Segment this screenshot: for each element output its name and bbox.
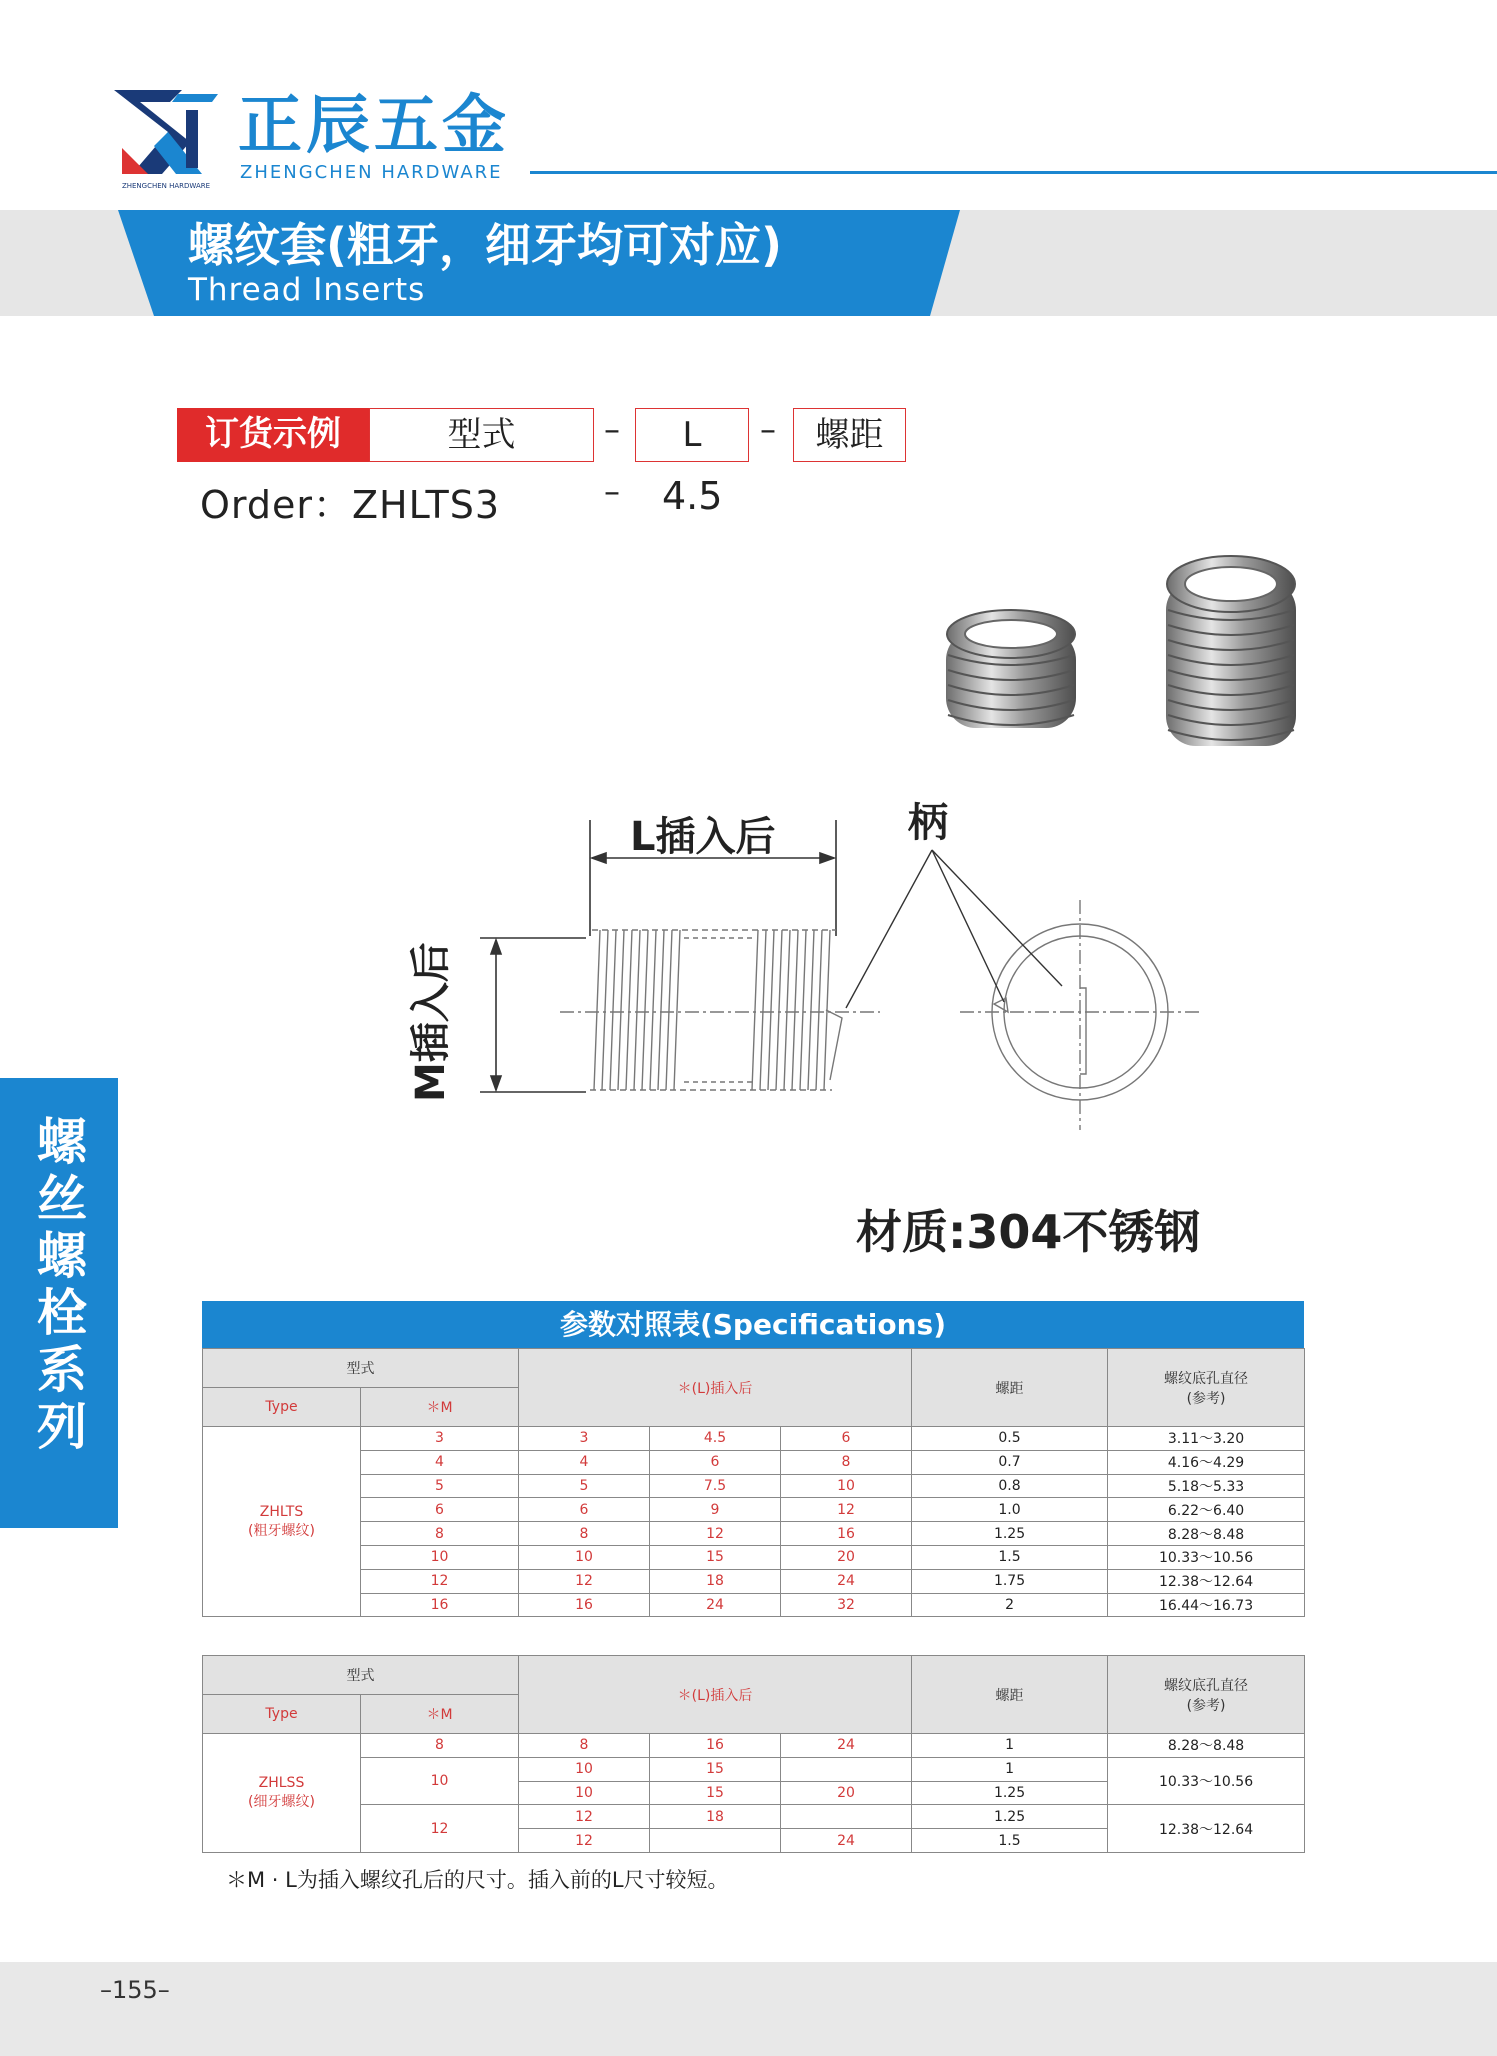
short-insert-image: [946, 610, 1076, 728]
cell-l2: 15: [650, 1757, 781, 1781]
cell-dia: 10.33～10.56: [1108, 1757, 1305, 1805]
cell-dia: 16.44～16.73: [1108, 1593, 1305, 1617]
cell-l3: 16: [781, 1522, 912, 1546]
footnote: ＊M · L为插入螺纹孔后的尺寸。插入前的L尺寸较短。: [226, 1868, 729, 1892]
cell-l1: 4: [519, 1450, 650, 1474]
cell-l1: 16: [519, 1593, 650, 1617]
header-l-after: ＊(L)插入后: [519, 1349, 912, 1427]
cell-l2: 24: [650, 1593, 781, 1617]
order-field-type: 型式: [369, 408, 594, 462]
cell-m: 10: [361, 1757, 519, 1805]
technical-drawing: [380, 790, 1220, 1140]
company-logo: [112, 88, 220, 192]
order-dash: –: [604, 410, 620, 448]
cell-m: 5: [361, 1474, 519, 1498]
table-row: [203, 1569, 1305, 1593]
cell-pitch: 1.5: [912, 1829, 1108, 1853]
cell-l1: 12: [519, 1569, 650, 1593]
page-number: –155–: [100, 1976, 170, 2004]
order-example-text: Order：ZHLTS3: [200, 483, 501, 527]
header-l-after: ＊(L)插入后: [519, 1656, 912, 1734]
spec-table-fine: [202, 1655, 1305, 1853]
header-type: Type: [203, 1695, 361, 1734]
logo-small-text: ZHENGCHEN HARDWARE: [121, 182, 211, 190]
long-insert-image: [1166, 556, 1296, 746]
label-m-after-insert: M插入后: [408, 942, 454, 1102]
cell-dia: 6.22～6.40: [1108, 1498, 1305, 1522]
cell-l3: [781, 1757, 912, 1781]
order-field-pitch: 螺距: [793, 408, 906, 462]
cell-m: 12: [361, 1569, 519, 1593]
cell-l2: 15: [650, 1781, 781, 1805]
table-row: [203, 1474, 1305, 1498]
cell-l3: 24: [781, 1829, 912, 1853]
spec-table-title: 参数对照表(Specifications): [202, 1301, 1304, 1348]
side-category-text: 螺丝螺栓系列: [37, 1113, 87, 1456]
cell-l2: 9: [650, 1498, 781, 1522]
cell-m: 10: [361, 1545, 519, 1569]
table-row: [203, 1545, 1305, 1569]
cell-dia: 12.38～12.64: [1108, 1805, 1305, 1853]
header-pitch: 螺距: [912, 1656, 1108, 1734]
cell-pitch: 1.25: [912, 1522, 1108, 1546]
cell-l2: [650, 1829, 781, 1853]
cell-dia: 8.28～8.48: [1108, 1522, 1305, 1546]
cell-l1: 12: [519, 1829, 650, 1853]
cell-l2: 18: [650, 1569, 781, 1593]
cell-dia: 12.38～12.64: [1108, 1569, 1305, 1593]
order-dash: –: [604, 472, 620, 510]
cell-pitch: 0.5: [912, 1427, 1108, 1451]
cell-l2: 7.5: [650, 1474, 781, 1498]
brand-name-cn: 正辰五金: [238, 89, 510, 163]
cell-pitch: 2: [912, 1593, 1108, 1617]
cell-l2: 4.5: [650, 1427, 781, 1451]
cell-pitch: 1.25: [912, 1805, 1108, 1829]
cell-l3: 12: [781, 1498, 912, 1522]
header-type-group: 型式: [203, 1349, 519, 1388]
cell-pitch: 0.8: [912, 1474, 1108, 1498]
cell-dia: 5.18～5.33: [1108, 1474, 1305, 1498]
table-row: [203, 1757, 1305, 1781]
page-title-en: Thread Inserts: [188, 272, 426, 308]
cell-l1: 10: [519, 1545, 650, 1569]
header-m: ＊M: [361, 1695, 519, 1734]
cell-l3: 32: [781, 1593, 912, 1617]
cell-m: 8: [361, 1734, 519, 1758]
material-label: 材质:304不锈钢: [856, 1205, 1201, 1259]
cell-dia: 10.33～10.56: [1108, 1545, 1305, 1569]
cell-m: 16: [361, 1593, 519, 1617]
cell-l2: 6: [650, 1450, 781, 1474]
table-row: [203, 1805, 1305, 1829]
footer-band: [0, 1962, 1497, 2056]
cell-l1: 3: [519, 1427, 650, 1451]
cell-m: 3: [361, 1427, 519, 1451]
table-row: [203, 1450, 1305, 1474]
header-type: Type: [203, 1388, 361, 1427]
cell-dia: 4.16～4.29: [1108, 1450, 1305, 1474]
cell-l2: 12: [650, 1522, 781, 1546]
header-type-group: 型式: [203, 1656, 519, 1695]
brand-name-en: ZHENGCHEN HARDWARE: [240, 162, 503, 183]
order-example-value: 4.5: [662, 474, 723, 518]
type-cell: ZHLTS (粗牙螺纹): [203, 1427, 361, 1617]
cell-l1: 5: [519, 1474, 650, 1498]
order-field-l: L: [635, 408, 749, 462]
label-l-after-insert: L插入后: [630, 814, 776, 860]
order-dash: –: [760, 410, 776, 448]
cell-l1: 8: [519, 1522, 650, 1546]
table-row: [203, 1734, 1305, 1758]
label-tang: 柄: [908, 800, 948, 846]
cell-m: 6: [361, 1498, 519, 1522]
cell-l2: 15: [650, 1545, 781, 1569]
cell-l3: 6: [781, 1427, 912, 1451]
cell-l3: [781, 1805, 912, 1829]
page-title-cn: 螺纹套(粗牙，细牙均可对应): [188, 218, 783, 272]
cell-l1: 8: [519, 1734, 650, 1758]
cell-pitch: 1: [912, 1757, 1108, 1781]
cell-l3: 10: [781, 1474, 912, 1498]
cell-l1: 10: [519, 1757, 650, 1781]
header-hole-dia: 螺纹底孔直径 (参考): [1108, 1656, 1305, 1734]
header-divider: [530, 171, 1497, 174]
cell-m: 12: [361, 1805, 519, 1853]
cell-l3: 20: [781, 1545, 912, 1569]
cell-l1: 10: [519, 1781, 650, 1805]
cell-l3: 24: [781, 1569, 912, 1593]
cell-dia: 3.11～3.20: [1108, 1427, 1305, 1451]
spec-table-coarse: [202, 1348, 1305, 1617]
product-photo: [930, 540, 1310, 770]
table-row: [203, 1522, 1305, 1546]
cell-pitch: 1.0: [912, 1498, 1108, 1522]
cell-l2: 16: [650, 1734, 781, 1758]
cell-l3: 24: [781, 1734, 912, 1758]
cell-pitch: 1: [912, 1734, 1108, 1758]
cell-pitch: 0.7: [912, 1450, 1108, 1474]
cell-l2: 18: [650, 1805, 781, 1829]
cell-pitch: 1.25: [912, 1781, 1108, 1805]
table-row: [203, 1427, 1305, 1451]
table-row: [203, 1593, 1305, 1617]
header-pitch: 螺距: [912, 1349, 1108, 1427]
cell-m: 4: [361, 1450, 519, 1474]
cell-m: 8: [361, 1522, 519, 1546]
header-hole-dia: 螺纹底孔直径 (参考): [1108, 1349, 1305, 1427]
cell-pitch: 1.5: [912, 1545, 1108, 1569]
cell-pitch: 1.75: [912, 1569, 1108, 1593]
cell-l1: 12: [519, 1805, 650, 1829]
cell-l3: 20: [781, 1781, 912, 1805]
header-m: ＊M: [361, 1388, 519, 1427]
cell-l1: 6: [519, 1498, 650, 1522]
type-cell: ZHLSS (细牙螺纹): [203, 1734, 361, 1853]
table-row: [203, 1498, 1305, 1522]
order-example-label: 订货示例: [177, 408, 369, 462]
cell-dia: 8.28～8.48: [1108, 1734, 1305, 1758]
cell-l3: 8: [781, 1450, 912, 1474]
